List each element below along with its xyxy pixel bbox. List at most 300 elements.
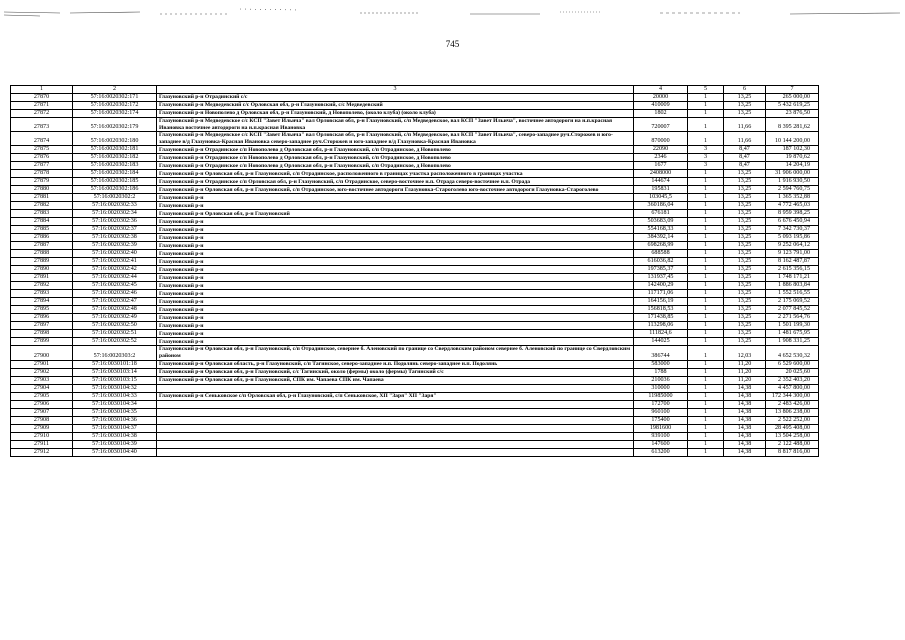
value-cell: 1 501 199,30: [766, 322, 819, 330]
cadastral-number-cell: 57:16:0020302:34: [73, 210, 157, 218]
value-cell: 6 529 600,00: [766, 360, 819, 368]
table-row: [11, 408, 819, 416]
rate-cell: 14,38: [724, 384, 766, 392]
area-cell: 164156,19: [634, 298, 688, 306]
table-row: [11, 282, 819, 290]
area-cell: 360186,04: [634, 202, 688, 210]
category-cell: 1: [688, 250, 724, 258]
rate-cell: 13,25: [724, 266, 766, 274]
cadastral-number-cell: 57:16:0020302:33: [73, 202, 157, 210]
row-number-cell: 27894: [11, 298, 73, 306]
row-number-cell: 27877: [11, 162, 73, 170]
value-cell: 14 204,19: [766, 162, 819, 170]
category-cell: 1: [688, 282, 724, 290]
header-cell: 2: [73, 86, 157, 94]
area-cell: 939100: [634, 432, 688, 440]
rate-cell: 13,25: [724, 306, 766, 314]
value-cell: 23 876,50: [766, 110, 819, 118]
address-cell: Глазуновский р-н Отрадинское с/п Новополево д Орловская обл, р-н Глазуновский, с/п Отрадинское, д Новополево: [157, 162, 634, 170]
area-cell: 583000: [634, 360, 688, 368]
area-cell: 171438,85: [634, 314, 688, 322]
area-cell: 503683,09: [634, 218, 688, 226]
row-number-cell: 27871: [11, 102, 73, 110]
value-cell: 1 916 930,50: [766, 178, 819, 186]
cadastral-number-cell: 57:16:0020302:40: [73, 250, 157, 258]
rate-cell: 13,25: [724, 290, 766, 298]
table-row: [11, 102, 819, 110]
table-row: [11, 218, 819, 226]
land-parcel-table: [10, 85, 819, 457]
row-number-cell: 27896: [11, 314, 73, 322]
header-cell: 4: [634, 86, 688, 94]
row-number-cell: 27899: [11, 338, 73, 346]
value-cell: 8 817 816,00: [766, 448, 819, 456]
table-row: [11, 392, 819, 400]
category-cell: 1: [688, 290, 724, 298]
address-cell: Глазуновский р-н Медведевский с/с Орловская обл, р-н Глазуновский, с/с Медведевский: [157, 102, 634, 110]
value-cell: 10 144 200,00: [766, 132, 819, 146]
area-cell: 147600: [634, 440, 688, 448]
cadastral-number-cell: 57:16:0020302:180: [73, 132, 157, 146]
cadastral-number-cell: 57:16:0020302:185: [73, 178, 157, 186]
header-cell: 5: [688, 86, 724, 94]
table-row: [11, 416, 819, 424]
area-cell: 1981600: [634, 424, 688, 432]
area-cell: 195831: [634, 186, 688, 194]
table-header-row: [11, 86, 819, 94]
address-cell: Глазуновский р-н Новополево д Орловская обл, р-н Глазуновский, д Новополево, (около клуба) (около клуба): [157, 110, 634, 118]
area-cell: 2346: [634, 154, 688, 162]
cadastral-number-cell: 57:16:0020302:49: [73, 314, 157, 322]
category-cell: 1: [688, 424, 724, 432]
address-cell: Глазуновский р-н Медведевское с/с КСП "Завет Ильича" вал Орловская обл, р-н Глазуновский, с/п Медведевское, вал КСП "Завет Ильича", восточнее автодороги на н.п.красная Ивановка восточнее автодороги на н.п.красная Ивановка: [157, 118, 634, 132]
rate-cell: 11,20: [724, 360, 766, 368]
cadastral-number-cell: 57:16:0030104:39: [73, 440, 157, 448]
row-number-cell: 27882: [11, 202, 73, 210]
address-cell: Глазуновский р-н: [157, 226, 634, 234]
rate-cell: 14,38: [724, 416, 766, 424]
address-cell: [157, 448, 634, 456]
category-cell: 1: [688, 132, 724, 146]
row-number-cell: 27905: [11, 392, 73, 400]
row-number-cell: 27904: [11, 384, 73, 392]
category-cell: 1: [688, 178, 724, 186]
address-cell: Глазуновский р-н: [157, 298, 634, 306]
address-cell: [157, 408, 634, 416]
row-number-cell: 27912: [11, 448, 73, 456]
category-cell: 3: [688, 154, 724, 162]
table-row: [11, 194, 819, 202]
rate-cell: 13,25: [724, 102, 766, 110]
address-cell: Глазуновский р-н Орловская обл, р-н Глазуновский, с/п Отрадинское, севернее б. Аленовский по границе со Свердловским районом севернее б. Аленовский по границе со Свердловским районом: [157, 346, 634, 360]
table-row: [11, 400, 819, 408]
row-number-cell: 27886: [11, 234, 73, 242]
category-cell: 1: [688, 194, 724, 202]
area-cell: 2408000: [634, 170, 688, 178]
rate-cell: 12,03: [724, 346, 766, 360]
category-cell: 1: [688, 226, 724, 234]
area-cell: 210036: [634, 376, 688, 384]
category-cell: 1: [688, 218, 724, 226]
cadastral-number-cell: 57:16:0020302:186: [73, 186, 157, 194]
cadastral-number-cell: 57:16:0020302:171: [73, 94, 157, 102]
row-number-cell: 27890: [11, 266, 73, 274]
cadastral-number-cell: 57:16:0020302:45: [73, 282, 157, 290]
address-cell: Глазуновский р-н Медведевское с/с КСП "Завет Ильича" вал Орловская обл, р-н Глазуновский, с/п Медведевское, вал КСП "Завет Ильича", северо-западнее руч.Сторожев и юго-западнее в/д Глазуновка-Красная Ивановка северо-западнее руч.Сторожев и юго-западнее в/д Глазуновка-Красная Ивановка: [157, 132, 634, 146]
address-cell: Глазуновский р-н: [157, 202, 634, 210]
area-cell: 1802: [634, 110, 688, 118]
row-number-cell: 27891: [11, 274, 73, 282]
row-number-cell: 27898: [11, 330, 73, 338]
category-cell: 1: [688, 202, 724, 210]
cadastral-number-cell: 57:16:0030104:38: [73, 432, 157, 440]
area-cell: 613200: [634, 448, 688, 456]
category-cell: 1: [688, 346, 724, 360]
value-cell: 9 123 791,00: [766, 250, 819, 258]
table-row: [11, 146, 819, 154]
rate-cell: 13,25: [724, 194, 766, 202]
address-cell: Глазуновский р-н Орловская обл, р-н Глазуновский, с/п Отрадинское, расположенного в границах участка расположенного в границах участка: [157, 170, 634, 178]
category-cell: 1: [688, 242, 724, 250]
rate-cell: 13,25: [724, 242, 766, 250]
area-cell: 111824,6: [634, 330, 688, 338]
row-number-cell: 27872: [11, 110, 73, 118]
row-number-cell: 27889: [11, 258, 73, 266]
category-cell: 1: [688, 110, 724, 118]
rate-cell: 11,66: [724, 118, 766, 132]
cadastral-number-cell: 57:16:0020303:2: [73, 346, 157, 360]
row-number-cell: 27888: [11, 250, 73, 258]
table-row: [11, 432, 819, 440]
address-cell: [157, 432, 634, 440]
address-cell: Глазуновский р-н Отрадинское с/п Орловская обл, р-н Глазуновский, с/п Отрадинское, северо-восточнее н.п. Отрада северо-восточнее н.п. Отрада: [157, 178, 634, 186]
category-cell: 1: [688, 274, 724, 282]
table-row: [11, 448, 819, 456]
cadastral-number-cell: 57:16:0020302:44: [73, 274, 157, 282]
address-cell: [157, 440, 634, 448]
cadastral-number-cell: 57:16:0030101:18: [73, 360, 157, 368]
cadastral-number-cell: 57:16:0020302:38: [73, 234, 157, 242]
area-cell: 870000: [634, 132, 688, 146]
area-cell: 616036,82: [634, 258, 688, 266]
cadastral-number-cell: 57:16:0020302:42: [73, 266, 157, 274]
address-cell: Глазуновский р-н Орловская обл, р-н Глазуновский, с/п Отрадинское, юго-восточнее автодороги Глазуновка-Староголево юго-восточнее автодороги Глазуновка-Староголево: [157, 186, 634, 194]
rate-cell: 14,38: [724, 432, 766, 440]
row-number-cell: 27884: [11, 218, 73, 226]
rate-cell: 13,25: [724, 282, 766, 290]
cadastral-number-cell: 57:16:0020302:174: [73, 110, 157, 118]
row-number-cell: 27881: [11, 194, 73, 202]
row-number-cell: 27911: [11, 440, 73, 448]
address-cell: [157, 416, 634, 424]
table-row: [11, 290, 819, 298]
category-cell: 1: [688, 234, 724, 242]
row-number-cell: 27910: [11, 432, 73, 440]
cadastral-number-cell: 57:16:0030103:15: [73, 376, 157, 384]
rate-cell: 13,25: [724, 178, 766, 186]
rate-cell: 14,38: [724, 408, 766, 416]
row-number-cell: 27876: [11, 154, 73, 162]
area-cell: 117171,06: [634, 290, 688, 298]
cadastral-number-cell: 57:16:0020302:50: [73, 322, 157, 330]
area-cell: 20000: [634, 94, 688, 102]
value-cell: 9 252 064,12: [766, 242, 819, 250]
table-row: [11, 424, 819, 432]
row-number-cell: 27893: [11, 290, 73, 298]
category-cell: 1: [688, 266, 724, 274]
category-cell: 1: [688, 186, 724, 194]
rate-cell: 8,47: [724, 154, 766, 162]
address-cell: Глазуновский р-н: [157, 290, 634, 298]
category-cell: 1: [688, 94, 724, 102]
category-cell: 1: [688, 400, 724, 408]
rate-cell: 13,25: [724, 186, 766, 194]
table-row: [11, 234, 819, 242]
rate-cell: 11,66: [724, 132, 766, 146]
rate-cell: 13,25: [724, 218, 766, 226]
category-cell: 1: [688, 330, 724, 338]
rate-cell: 13,25: [724, 170, 766, 178]
cadastral-number-cell: 57:16:0030103:14: [73, 368, 157, 376]
cadastral-number-cell: 57:16:0020302:184: [73, 170, 157, 178]
category-cell: 1: [688, 322, 724, 330]
table-row: [11, 376, 819, 384]
value-cell: 2 522 252,00: [766, 416, 819, 424]
cadastral-number-cell: 57:16:0020302:46: [73, 290, 157, 298]
row-number-cell: 27874: [11, 132, 73, 146]
table-row: [11, 94, 819, 102]
address-cell: Глазуновский р-н: [157, 266, 634, 274]
table-row: [11, 154, 819, 162]
rate-cell: 13,25: [724, 258, 766, 266]
scan-artifact-marks: [0, 0, 905, 30]
row-number-cell: 27892: [11, 282, 73, 290]
category-cell: 1: [688, 170, 724, 178]
value-cell: 4 652 530,32: [766, 346, 819, 360]
address-cell: [157, 424, 634, 432]
value-cell: 265 000,00: [766, 94, 819, 102]
row-number-cell: 27906: [11, 400, 73, 408]
rate-cell: 13,25: [724, 322, 766, 330]
value-cell: 13 504 258,00: [766, 432, 819, 440]
rate-cell: 14,38: [724, 400, 766, 408]
rate-cell: 13,25: [724, 330, 766, 338]
area-cell: 131937,45: [634, 274, 688, 282]
value-cell: 8 162 487,87: [766, 258, 819, 266]
area-cell: 197385,37: [634, 266, 688, 274]
table-row: [11, 338, 819, 346]
row-number-cell: 27878: [11, 170, 73, 178]
rate-cell: 8,47: [724, 162, 766, 170]
table-row: [11, 186, 819, 194]
category-cell: 1: [688, 338, 724, 346]
rate-cell: 11,20: [724, 368, 766, 376]
address-cell: Глазуновский р-н: [157, 274, 634, 282]
address-cell: Глазуновский р-н Отрадинский с/с: [157, 94, 634, 102]
rate-cell: 14,38: [724, 392, 766, 400]
value-cell: 31 906 000,00: [766, 170, 819, 178]
row-number-cell: 27880: [11, 186, 73, 194]
address-cell: [157, 400, 634, 408]
address-cell: Глазуновский р-н: [157, 282, 634, 290]
value-cell: 5 093 195,86: [766, 234, 819, 242]
category-cell: 1: [688, 298, 724, 306]
rate-cell: 13,25: [724, 202, 766, 210]
table-row: [11, 226, 819, 234]
category-cell: 1: [688, 384, 724, 392]
cadastral-number-cell: 57:16:0020302:37: [73, 226, 157, 234]
area-cell: 22090: [634, 146, 688, 154]
table-row: [11, 360, 819, 368]
area-cell: 960100: [634, 408, 688, 416]
area-cell: 554168,33: [634, 226, 688, 234]
value-cell: 8 395 281,62: [766, 118, 819, 132]
rate-cell: 13,25: [724, 298, 766, 306]
address-cell: Глазуновский р-н Отрадинское с/п Новополево д Орловская обл, р-н Глазуновский, с/п Отрадинское, д Новополево: [157, 146, 634, 154]
value-cell: 2 594 760,75: [766, 186, 819, 194]
area-cell: 676181: [634, 210, 688, 218]
cadastral-number-cell: 57:16:0020302:39: [73, 242, 157, 250]
value-cell: 1 886 803,84: [766, 282, 819, 290]
area-cell: 386744: [634, 346, 688, 360]
value-cell: 4 457 800,00: [766, 384, 819, 392]
area-cell: 175400: [634, 416, 688, 424]
area-cell: 144025: [634, 338, 688, 346]
cadastral-number-cell: 57:16:0030104:37: [73, 424, 157, 432]
value-cell: 6 676 450,94: [766, 218, 819, 226]
cadastral-number-cell: 57:16:0030104:32: [73, 384, 157, 392]
row-number-cell: 27885: [11, 226, 73, 234]
value-cell: 7 342 730,37: [766, 226, 819, 234]
rate-cell: 14,38: [724, 424, 766, 432]
table-row: [11, 202, 819, 210]
address-cell: Глазуновский р-н: [157, 306, 634, 314]
area-cell: 1677: [634, 162, 688, 170]
area-cell: 720007: [634, 118, 688, 132]
area-cell: 698268,99: [634, 242, 688, 250]
cadastral-number-cell: 57:16:0020302:2: [73, 194, 157, 202]
address-cell: Глазуновский р-н: [157, 330, 634, 338]
cadastral-number-cell: 57:16:0020302:41: [73, 258, 157, 266]
header-cell: 7: [766, 86, 819, 94]
address-cell: Глазуновский р-н: [157, 258, 634, 266]
table-row: [11, 178, 819, 186]
table-row: [11, 210, 819, 218]
cadastral-number-cell: 57:16:0030104:40: [73, 448, 157, 456]
rate-cell: 13,25: [724, 250, 766, 258]
table-row: [11, 440, 819, 448]
rate-cell: 13,25: [724, 274, 766, 282]
value-cell: 1 908 331,25: [766, 338, 819, 346]
row-number-cell: 27870: [11, 94, 73, 102]
rate-cell: 13,25: [724, 110, 766, 118]
table-row: [11, 132, 819, 146]
category-cell: 1: [688, 376, 724, 384]
row-number-cell: 27908: [11, 416, 73, 424]
category-cell: 1: [688, 392, 724, 400]
area-cell: 103045,5: [634, 194, 688, 202]
table-row: [11, 322, 819, 330]
address-cell: Глазуновский р-н: [157, 322, 634, 330]
value-cell: 8 959 398,25: [766, 210, 819, 218]
table-row: [11, 110, 819, 118]
value-cell: 2 271 564,76: [766, 314, 819, 322]
cadastral-number-cell: 57:16:0030104:35: [73, 408, 157, 416]
cadastral-number-cell: 57:16:0020302:179: [73, 118, 157, 132]
address-cell: Глазуновский р-н Отрадинское с/п Новополево д Орловская обл, р-н Глазуновский, с/п Отрадинское, д Новополево: [157, 154, 634, 162]
row-number-cell: 27903: [11, 376, 73, 384]
table-row: [11, 384, 819, 392]
area-cell: 144674: [634, 178, 688, 186]
value-cell: 2 175 069,52: [766, 298, 819, 306]
table-row: [11, 162, 819, 170]
row-number-cell: 27909: [11, 424, 73, 432]
area-cell: 142400,29: [634, 282, 688, 290]
category-cell: 1: [688, 314, 724, 322]
category-cell: 1: [688, 258, 724, 266]
rate-cell: 14,38: [724, 440, 766, 448]
category-cell: 1: [688, 448, 724, 456]
category-cell: 1: [688, 306, 724, 314]
area-cell: 172700: [634, 400, 688, 408]
value-cell: 2 352 403,20: [766, 376, 819, 384]
category-cell: 1: [688, 360, 724, 368]
cadastral-number-cell: 57:16:0020302:47: [73, 298, 157, 306]
rate-cell: 13,25: [724, 234, 766, 242]
cadastral-number-cell: 57:16:0020302:183: [73, 162, 157, 170]
category-cell: 1: [688, 416, 724, 424]
cadastral-number-cell: 57:16:0020302:48: [73, 306, 157, 314]
address-cell: Глазуновский р-н: [157, 194, 634, 202]
value-cell: 187 102,30: [766, 146, 819, 154]
category-cell: 1: [688, 408, 724, 416]
address-cell: Глазуновский р-н: [157, 250, 634, 258]
category-cell: 1: [688, 432, 724, 440]
header-cell: 6: [724, 86, 766, 94]
row-number-cell: 27895: [11, 306, 73, 314]
cadastral-number-cell: 57:16:0020302:172: [73, 102, 157, 110]
value-cell: 28 495 408,00: [766, 424, 819, 432]
cadastral-number-cell: 57:16:0020302:52: [73, 338, 157, 346]
table-row: [11, 250, 819, 258]
table-row: [11, 298, 819, 306]
value-cell: 2 122 488,00: [766, 440, 819, 448]
address-cell: Глазуновский р-н: [157, 242, 634, 250]
value-cell: 2 483 426,00: [766, 400, 819, 408]
table-row: [11, 118, 819, 132]
table-row: [11, 330, 819, 338]
value-cell: 2 077 845,52: [766, 306, 819, 314]
value-cell: 2 615 356,15: [766, 266, 819, 274]
value-cell: 1 365 352,88: [766, 194, 819, 202]
cadastral-number-cell: 57:16:0030104:34: [73, 400, 157, 408]
address-cell: Глазуновский р-н Сеньковское с/п Орловская обл, р-н Глазуновский, с/п Сеньковское, ХП "Заря" ХП "Заря": [157, 392, 634, 400]
cadastral-number-cell: 57:16:0030104:36: [73, 416, 157, 424]
table-row: [11, 258, 819, 266]
row-number-cell: 27883: [11, 210, 73, 218]
table-row: [11, 274, 819, 282]
table-row: [11, 314, 819, 322]
row-number-cell: 27875: [11, 146, 73, 154]
rate-cell: 13,25: [724, 338, 766, 346]
header-cell: 1: [11, 86, 73, 94]
address-cell: Глазуновский р-н: [157, 218, 634, 226]
row-number-cell: 27901: [11, 360, 73, 368]
table-row: [11, 306, 819, 314]
rate-cell: 8,47: [724, 146, 766, 154]
area-cell: 410009: [634, 102, 688, 110]
value-cell: 1 552 516,55: [766, 290, 819, 298]
